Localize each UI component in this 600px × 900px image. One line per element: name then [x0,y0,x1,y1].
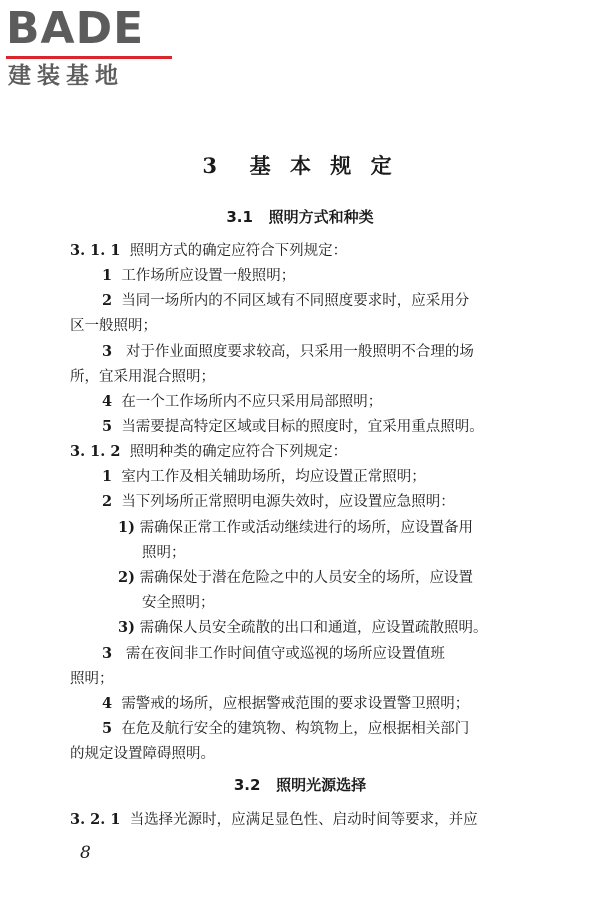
clause-number: 3. 1. 2 [70,443,121,460]
list-item [102,718,564,740]
item-text: 当需要提高特定区域或目标的照度时，宜采用重点照明。 [121,419,484,435]
list-item [102,391,564,413]
item-text: 在危及航行安全的建筑物、构筑物上，应根据相关部门 [121,721,470,737]
list-item [102,290,564,312]
chapter-number: 3 [202,153,224,178]
section-heading-3-1 [0,206,600,227]
item-number: 5 [102,720,113,737]
item-number: 2 [102,292,113,309]
list-item [102,693,564,715]
section-heading-3-2 [0,774,600,795]
subitem-text: 需确保正常工作或活动继续进行的场所，应设置备用 [139,520,474,536]
chapter-heading [0,150,600,180]
list-item-continuation: 区一般照明； [70,318,157,334]
list-item [102,643,564,665]
clause-3-1-1 [70,240,532,262]
list-item-continuation: 照明； [70,671,114,687]
brand-logo [6,3,176,92]
logo-wordmark: BADE [6,3,145,54]
item-number: 4 [102,393,113,410]
list-item [102,416,564,438]
section-title: 照明光源选择 [276,776,367,794]
sub-list-item [118,617,580,639]
subitem-text: 需确保人员安全疏散的出口和通道，应设置疏散照明。 [139,620,488,636]
list-item [102,491,564,513]
list-item-continuation: 的规定设置障碍照明。 [70,746,215,762]
item-text: 室内工作及相关辅助场所，均应设置正常照明； [121,469,426,485]
item-text: 需在夜间非工作时间值守或巡视的场所应设置值班 [125,646,445,662]
clause-3-1-2 [70,441,532,463]
section-title: 照明方式和种类 [268,208,374,226]
item-number: 3 [102,343,113,360]
list-item-continuation: 所，宜采用混合照明； [70,369,215,385]
item-text: 在一个工作场所内不应只采用局部照明； [121,394,383,410]
subitem-number: 1) [118,519,135,536]
item-text: 对于作业面照度要求较高，只采用一般照明不合理的场 [125,344,474,360]
list-item [102,341,564,363]
clause-3-2-1 [70,809,532,831]
item-text: 工作场所应设置一般照明； [121,268,296,284]
logo-accent-bar [6,56,172,59]
list-item [102,466,564,488]
item-text: 当同一场所内的不同区域有不同照度要求时，应采用分 [121,293,470,309]
item-text: 需警戒的场所，应根据警戒范围的要求设置警卫照明； [121,696,470,712]
sub-list-item-continuation: 照明； [142,545,186,561]
subitem-number: 2) [118,569,135,586]
logo-subtitle: 建装基地 [8,63,124,89]
sub-list-item-continuation: 安全照明； [142,595,215,611]
item-number: 1 [102,267,113,284]
item-number: 3 [102,645,113,662]
item-text: 当下列场所正常照明电源失效时，应设置应急照明： [121,494,455,510]
clause-text: 当选择光源时，应满足显色性、启动时间等要求，并应 [129,812,478,828]
subitem-text: 需确保处于潜在危险之中的人员安全的场所，应设置 [139,570,474,586]
subitem-number: 3) [118,619,135,636]
item-number: 2 [102,493,113,510]
item-number: 1 [102,468,113,485]
chapter-title: 基 本 规 定 [249,153,398,178]
clause-text: 照明种类的确定应符合下列规定： [129,444,348,460]
clause-number: 3. 2. 1 [70,811,121,828]
clause-number: 3. 1. 1 [70,242,121,259]
section-number: 3.1 [226,208,253,226]
item-number: 4 [102,695,113,712]
sub-list-item [118,517,580,539]
section-number: 3.2 [233,776,261,794]
sub-list-item [118,567,580,589]
item-number: 5 [102,418,113,435]
clause-text: 照明方式的确定应符合下列规定： [129,243,348,259]
list-item [102,265,564,287]
page-number: 8 [80,843,91,863]
